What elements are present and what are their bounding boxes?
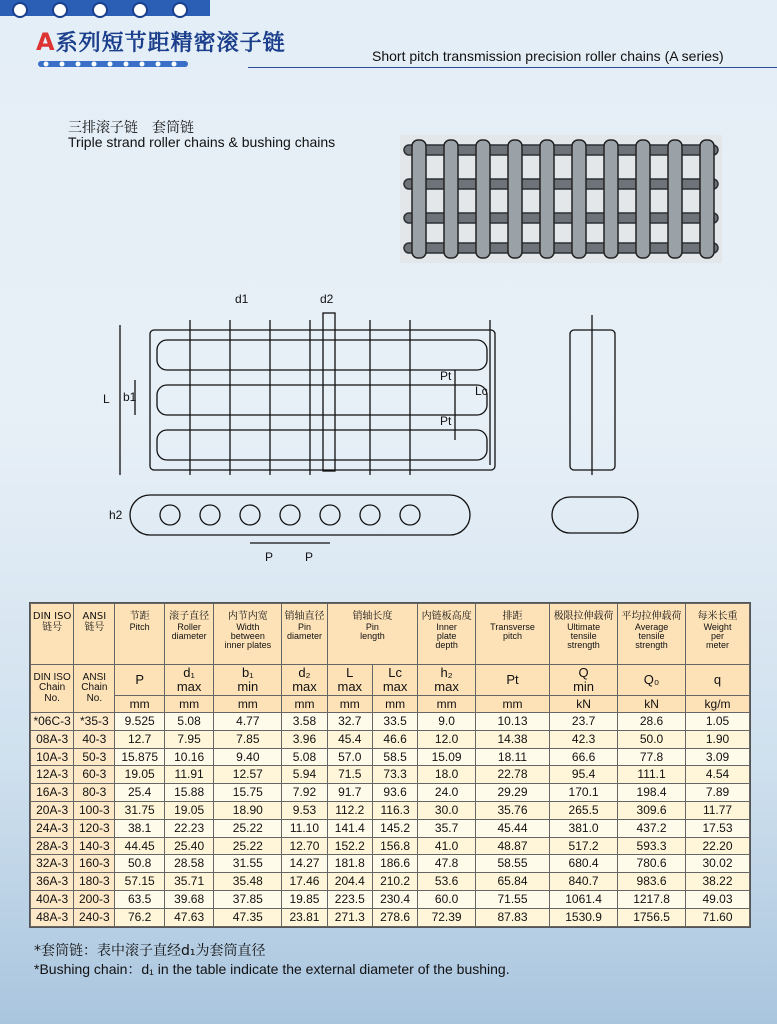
table-cell: 87.83	[475, 908, 549, 926]
table-cell: 111.1	[618, 766, 686, 784]
table-cell: 66.6	[550, 748, 618, 766]
table-cell: 15.75	[214, 784, 282, 802]
table-cell: 19.05	[164, 801, 213, 819]
table-cell: 47.8	[418, 855, 476, 873]
table-cell: 48.87	[475, 837, 549, 855]
table-cell: 28.6	[618, 713, 686, 731]
table-cell: 15.88	[164, 784, 213, 802]
symbol-cell: d₁ max	[164, 665, 213, 696]
table-cell: 77.8	[618, 748, 686, 766]
symbol-cell: Q₀	[618, 665, 686, 696]
table-cell: 16A-3	[31, 784, 74, 802]
table-cell: 25.22	[214, 837, 282, 855]
table-cell: 9.40	[214, 748, 282, 766]
label-p-2: P	[305, 550, 314, 564]
table-cell: 28.58	[164, 855, 213, 873]
table-cell: 593.3	[618, 837, 686, 855]
unit-cell: mm	[327, 696, 372, 713]
table-cell: 140-3	[74, 837, 115, 855]
chain-photo	[400, 135, 722, 263]
table-cell: 14.38	[475, 730, 549, 748]
table-cell: 57.0	[327, 748, 372, 766]
col-transverse-pitch: 排距 Transverse pitch	[475, 604, 549, 665]
table-cell: 840.7	[550, 873, 618, 891]
table-cell: 31.75	[115, 801, 164, 819]
symbol-cell: L max	[327, 665, 372, 696]
col-pin-length: 销轴长度 Pin length	[327, 604, 418, 665]
col-weight: 每米长重 Weight per meter	[686, 604, 750, 665]
col-din-iso: DIN ISO 链号	[31, 604, 74, 665]
table-cell: 7.85	[214, 730, 282, 748]
table-cell: 14.27	[282, 855, 327, 873]
table-cell: 10.16	[164, 748, 213, 766]
table-cell: 100-3	[74, 801, 115, 819]
chain-no-label-ansi: ANSI Chain No.	[74, 665, 115, 713]
unit-cell: mm	[164, 696, 213, 713]
table-cell: 30.0	[418, 801, 476, 819]
label-p-1: P	[265, 550, 274, 564]
table-cell: 71.5	[327, 766, 372, 784]
table-cell: *35-3	[74, 713, 115, 731]
table-cell: 1217.8	[618, 890, 686, 908]
symbol-cell: Q min	[550, 665, 618, 696]
table-cell: 60-3	[74, 766, 115, 784]
table-cell: 1061.4	[550, 890, 618, 908]
table-cell: 31.55	[214, 855, 282, 873]
table-cell: 309.6	[618, 801, 686, 819]
table-cell: 22.20	[686, 837, 750, 855]
title-cn: 系列短节距精密滚子链	[55, 31, 286, 56]
label-pt-1: Pt	[440, 369, 452, 383]
col-average-tensile: 平均拉伸载荷 Average tensile strength	[618, 604, 686, 665]
table-cell: 35.7	[418, 819, 476, 837]
table-cell: 25.40	[164, 837, 213, 855]
label-L: L	[103, 392, 110, 406]
table-cell: 29.29	[475, 784, 549, 802]
table-cell: 180-3	[74, 873, 115, 891]
table-cell: 517.2	[550, 837, 618, 855]
table-cell: 50.0	[618, 730, 686, 748]
table-cell: 25.22	[214, 819, 282, 837]
table-cell: 22.78	[475, 766, 549, 784]
label-h2: h2	[109, 508, 123, 522]
table-cell: 23.7	[550, 713, 618, 731]
table-row	[31, 784, 750, 802]
table-cell: 437.2	[618, 819, 686, 837]
table-cell: 198.4	[618, 784, 686, 802]
table-cell: 50-3	[74, 748, 115, 766]
table-cell: 12.7	[115, 730, 164, 748]
unit-cell: kN	[618, 696, 686, 713]
table-cell: *06C-3	[31, 713, 74, 731]
table-cell: 35.76	[475, 801, 549, 819]
table-cell: 7.95	[164, 730, 213, 748]
table-cell: 10.13	[475, 713, 549, 731]
table-cell: 49.03	[686, 890, 750, 908]
col-roller-diameter: 滚子直径 Roller diameter	[164, 604, 213, 665]
table-cell: 35.48	[214, 873, 282, 891]
col-plate-depth: 内链板高度 Inner plate depth	[418, 604, 476, 665]
table-row	[31, 890, 750, 908]
table-cell: 71.60	[686, 908, 750, 926]
label-lc: Lc	[475, 384, 488, 398]
specification-table	[29, 602, 751, 928]
unit-cell: mm	[475, 696, 549, 713]
title-chain-icon	[38, 58, 188, 70]
table-cell: 1.90	[686, 730, 750, 748]
table-cell: 4.77	[214, 713, 282, 731]
unit-cell: mm	[418, 696, 476, 713]
chain-no-label-din: DIN ISO Chain No.	[31, 665, 74, 713]
table-cell: 95.4	[550, 766, 618, 784]
table-cell: 145.2	[372, 819, 417, 837]
table-cell: 58.5	[372, 748, 417, 766]
table-cell: 230.4	[372, 890, 417, 908]
table-cell: 780.6	[618, 855, 686, 873]
table-row	[31, 855, 750, 873]
table-cell: 47.35	[214, 908, 282, 926]
label-pt-2: Pt	[440, 414, 452, 428]
symbol-cell: Lc max	[372, 665, 417, 696]
section-title-cn: 三排滚子链 套筒链	[68, 120, 194, 136]
table-cell: 80-3	[74, 784, 115, 802]
table-cell: 204.4	[327, 873, 372, 891]
table-cell: 76.2	[115, 908, 164, 926]
symbol-cell: Pt	[475, 665, 549, 696]
table-cell: 9.53	[282, 801, 327, 819]
table-cell: 08A-3	[31, 730, 74, 748]
table-cell: 265.5	[550, 801, 618, 819]
table-cell: 271.3	[327, 908, 372, 926]
col-ultimate-tensile: 极限拉伸载荷 Ultimate tensile strength	[550, 604, 618, 665]
table-cell: 17.46	[282, 873, 327, 891]
table-cell: 4.54	[686, 766, 750, 784]
table-cell: 73.3	[372, 766, 417, 784]
table-cell: 112.2	[327, 801, 372, 819]
table-cell: 15.875	[115, 748, 164, 766]
table-cell: 7.89	[686, 784, 750, 802]
table-cell: 15.09	[418, 748, 476, 766]
table-cell: 11.91	[164, 766, 213, 784]
table-cell: 91.7	[327, 784, 372, 802]
table-cell: 160-3	[74, 855, 115, 873]
label-d1: d1	[235, 292, 249, 306]
table-cell: 28A-3	[31, 837, 74, 855]
unit-cell: mm	[282, 696, 327, 713]
table-cell: 1756.5	[618, 908, 686, 926]
table-cell: 45.44	[475, 819, 549, 837]
table-cell: 30.02	[686, 855, 750, 873]
symbol-cell: h₂ max	[418, 665, 476, 696]
table-cell: 5.08	[282, 748, 327, 766]
table-cell: 11.10	[282, 819, 327, 837]
title-prefix: A	[36, 28, 56, 56]
symbol-cell: P	[115, 665, 164, 696]
table-cell: 181.8	[327, 855, 372, 873]
table-cell: 24A-3	[31, 819, 74, 837]
table-row	[31, 819, 750, 837]
table-cell: 60.0	[418, 890, 476, 908]
table-cell: 46.6	[372, 730, 417, 748]
header-row-symbols	[31, 665, 750, 696]
unit-cell: mm	[214, 696, 282, 713]
table-cell: 22.23	[164, 819, 213, 837]
symbol-cell: b₁ min	[214, 665, 282, 696]
table-cell: 58.55	[475, 855, 549, 873]
table-cell: 3.58	[282, 713, 327, 731]
col-inner-width: 内节内宽 Width between inner plates	[214, 604, 282, 665]
table-row	[31, 801, 750, 819]
table-cell: 12.57	[214, 766, 282, 784]
table-cell: 11.77	[686, 801, 750, 819]
col-pitch: 节距 Pitch	[115, 604, 164, 665]
table-cell: 32A-3	[31, 855, 74, 873]
table-cell: 24.0	[418, 784, 476, 802]
unit-cell: mm	[372, 696, 417, 713]
table-cell: 38.1	[115, 819, 164, 837]
symbol-cell: d₂ max	[282, 665, 327, 696]
table-row	[31, 837, 750, 855]
table-cell: 37.85	[214, 890, 282, 908]
table-cell: 65.84	[475, 873, 549, 891]
table-cell: 20A-3	[31, 801, 74, 819]
table-cell: 23.81	[282, 908, 327, 926]
table-row	[31, 908, 750, 926]
table-cell: 680.4	[550, 855, 618, 873]
label-d2: d2	[320, 292, 334, 306]
table-cell: 3.09	[686, 748, 750, 766]
table-cell: 45.4	[327, 730, 372, 748]
table-cell: 18.90	[214, 801, 282, 819]
table-row	[31, 873, 750, 891]
table-cell: 170.1	[550, 784, 618, 802]
table-cell: 63.5	[115, 890, 164, 908]
page-title	[36, 26, 286, 57]
table-cell: 983.6	[618, 873, 686, 891]
table-cell: 17.53	[686, 819, 750, 837]
table-cell: 1.05	[686, 713, 750, 731]
table-cell: 7.92	[282, 784, 327, 802]
chain-dimension-diagram	[95, 285, 675, 575]
table-cell: 93.6	[372, 784, 417, 802]
table-cell: 57.15	[115, 873, 164, 891]
table-cell: 120-3	[74, 819, 115, 837]
table-cell: 19.05	[115, 766, 164, 784]
table-row	[31, 730, 750, 748]
table-row	[31, 748, 750, 766]
table-cell: 50.8	[115, 855, 164, 873]
table-cell: 48A-3	[31, 908, 74, 926]
table-cell: 40A-3	[31, 890, 74, 908]
unit-cell: kN	[550, 696, 618, 713]
unit-cell: kg/m	[686, 696, 750, 713]
table-cell: 12.70	[282, 837, 327, 855]
table-cell: 9.0	[418, 713, 476, 731]
label-b1: b1	[123, 390, 137, 404]
table-cell: 36A-3	[31, 873, 74, 891]
table-row	[31, 766, 750, 784]
table-cell: 41.0	[418, 837, 476, 855]
table-cell: 3.96	[282, 730, 327, 748]
table-cell: 5.08	[164, 713, 213, 731]
header-divider	[248, 67, 777, 68]
table-cell: 5.94	[282, 766, 327, 784]
table-cell: 32.7	[327, 713, 372, 731]
table-cell: 39.68	[164, 890, 213, 908]
col-ansi: ANSI 链号	[74, 604, 115, 665]
table-cell: 10A-3	[31, 748, 74, 766]
header-row-units	[31, 696, 750, 713]
table-cell: 210.2	[372, 873, 417, 891]
decorative-chain-icon	[0, 0, 210, 24]
table-cell: 40-3	[74, 730, 115, 748]
footnote-en: *Bushing chain：d₁ in the table indicate the external diameter of the bushing.	[34, 961, 510, 977]
table-cell: 12A-3	[31, 766, 74, 784]
table-cell: 223.5	[327, 890, 372, 908]
unit-cell: mm	[115, 696, 164, 713]
section-title-en: Triple strand roller chains & bushing chains	[68, 134, 336, 150]
table-cell: 12.0	[418, 730, 476, 748]
table-cell: 278.6	[372, 908, 417, 926]
table-cell: 44.45	[115, 837, 164, 855]
footnote-cn: *套筒链：表中滚子直经d₁为套筒直径	[34, 943, 266, 959]
table-cell: 18.11	[475, 748, 549, 766]
table-cell: 38.22	[686, 873, 750, 891]
table-cell: 18.0	[418, 766, 476, 784]
table-cell: 35.71	[164, 873, 213, 891]
table-cell: 240-3	[74, 908, 115, 926]
page-subtitle-en: Short pitch transmission precision roller chains (A series)	[372, 48, 724, 64]
table-cell: 47.63	[164, 908, 213, 926]
table-cell: 381.0	[550, 819, 618, 837]
table-body	[31, 713, 750, 927]
header-row-descriptions	[31, 604, 750, 665]
table-cell: 200-3	[74, 890, 115, 908]
table-cell: 19.85	[282, 890, 327, 908]
table-cell: 141.4	[327, 819, 372, 837]
col-pin-diameter: 销轴直径 Pin diameter	[282, 604, 327, 665]
table-cell: 25.4	[115, 784, 164, 802]
symbol-cell: q	[686, 665, 750, 696]
table-cell: 1530.9	[550, 908, 618, 926]
table-cell: 9.525	[115, 713, 164, 731]
table-cell: 71.55	[475, 890, 549, 908]
table-cell: 152.2	[327, 837, 372, 855]
table-cell: 33.5	[372, 713, 417, 731]
table-cell: 116.3	[372, 801, 417, 819]
table-row	[31, 713, 750, 731]
table-cell: 42.3	[550, 730, 618, 748]
table-cell: 186.6	[372, 855, 417, 873]
table-cell: 72.39	[418, 908, 476, 926]
table-cell: 53.6	[418, 873, 476, 891]
table-cell: 156.8	[372, 837, 417, 855]
